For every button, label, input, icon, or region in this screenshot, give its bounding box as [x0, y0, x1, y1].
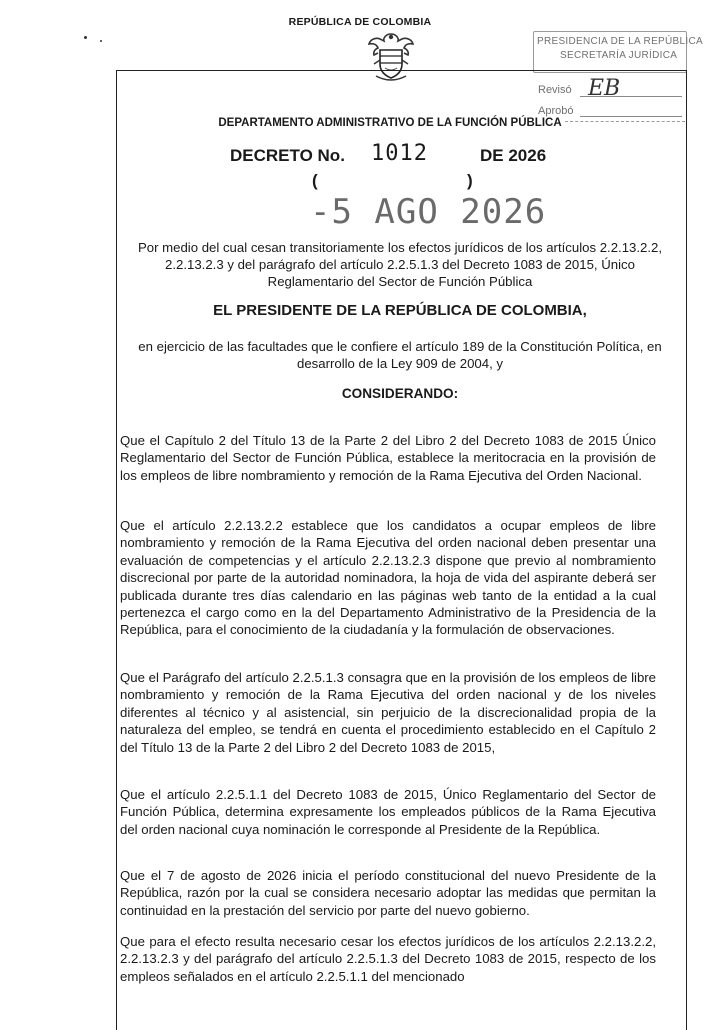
- decree-year: DE 2026: [480, 146, 547, 165]
- considering-heading: CONSIDERANDO:: [341, 386, 459, 401]
- considering-paragraph: Que el Parágrafo del artículo 2.2.5.1.3 consagra que en la provisión de los empleos de libre nombramiento y remoción de la Rama Ejecutiva del orden nacional y de los niveles diferentes al técnico y al asistencial, sin perjuicio de la discrecionalidad propia de la naturaleza del empleo, se tendrá en cuenta el procedimiento establecido en el Capítulo 2 del Título 13 de la Parte 2 del Libro 2 del Decreto 1083 de 2015,: [120, 670, 656, 755]
- stamp-signature-line: [580, 96, 682, 97]
- stamp-secretariat-text: SECRETARÍA JURÍDICA: [560, 50, 678, 61]
- date-stamp: -5 AGO 2026: [310, 192, 547, 232]
- stamp-reviewed-label: Revisó: [538, 84, 572, 96]
- decree-number: 1012: [371, 141, 428, 166]
- decree-subject: Por medio del cual cesan transitoriamente los efectos jurídicos de los artículos 2.2.13.2.2, 2.2.13.2.3 y del parágrafo del artículo 2.2.5.1.3 del Decreto 1083 de 2015, Único Reglamentario del Sector de Función Pública: [137, 240, 663, 289]
- president-title: EL PRESIDENTE DE LA REPÚBLICA DE COLOMBIA,: [213, 302, 587, 319]
- coat-of-arms-icon: [366, 30, 416, 86]
- paren-close: ): [467, 171, 473, 190]
- stamp-approved-label: Aprobó: [538, 105, 574, 117]
- considering-paragraph: Que el 7 de agosto de 2026 inicia el período constitucional del nuevo Presidente de la República, razón por la cual se considera necesario adoptar las medidas que permitan la continuidad en la prestación del servicio por parte del nuevo gobierno.: [120, 868, 656, 918]
- considering-paragraph: Que para el efecto resulta necesario cesar los efectos jurídicos de los artículos 2.2.13.2.2, 2.2.13.2.3 y del parágrafo del artículo 2.2.5.1.3 del Decreto 1083 de 2015, respecto de los empleos señalados en el artículo 2.2.5.1.1 del mencionado: [120, 934, 656, 984]
- republic-header: REPÚBLICA DE COLOMBIA: [288, 16, 432, 28]
- department-title: DEPARTAMENTO ADMINISTRATIVO DE LA FUNCIÓN PÚBLICA: [218, 117, 562, 129]
- considering-paragraph: Que el artículo 2.2.5.1.1 del Decreto 1083 de 2015, Único Reglamentario del Sector de Función Pública, determina expresamente los empleados públicos de la Rama Ejecutiva del orden nacional cuya nominación le corresponde al Presidente de la República.: [120, 787, 656, 837]
- considering-paragraph: Que el Capítulo 2 del Título 13 de la Parte 2 del Libro 2 del Decreto 1083 de 2015 Único Reglamentario del Sector de Función Pública, establece la meritocracia en la provisión de los empleos de libre nombramiento y remoción de la Rama Ejecutiva del Orden Nacional.: [120, 433, 656, 483]
- stamp-dashed-line: [565, 121, 685, 122]
- decree-label: DECRETO No.: [230, 146, 345, 165]
- paren-open: (: [312, 171, 318, 190]
- stray-mark: [100, 40, 102, 42]
- faculties-text: en ejercicio de las facultades que le confiere el artículo 189 de la Constitución Política, en desarrollo de la Ley 909 de 2004, y: [138, 339, 662, 371]
- reviewer-initials: EB: [588, 76, 621, 101]
- considering-paragraph: Que el artículo 2.2.13.2.2 establece que los candidatos a ocupar empleos de libre nombramiento y remoción de la Rama Ejecutiva del orden nacional deben presentar una evaluación de competencias y el artículo 2.2.13.2.3 dispone que previo al nombramiento discrecional por parte de la autoridad nominadora, la hoja de vida del aspirante deberá ser publicada durante tres días calendario en las páginas web tanto de la entidad a la cual pertenezca el cargo como en la del Departamento Administrativo de la Presidencia de la República, para el conocimiento de la ciudadanía y la formulación de observaciones.: [120, 518, 656, 638]
- stamp-signature-line: [580, 116, 682, 117]
- stray-mark: [84, 36, 87, 39]
- page-frame-right: [686, 70, 687, 1030]
- stamp-presidency-text: PRESIDENCIA DE LA REPÚBLICA: [537, 36, 703, 47]
- page-frame-left: [116, 70, 117, 1030]
- page-frame-top: [116, 70, 686, 71]
